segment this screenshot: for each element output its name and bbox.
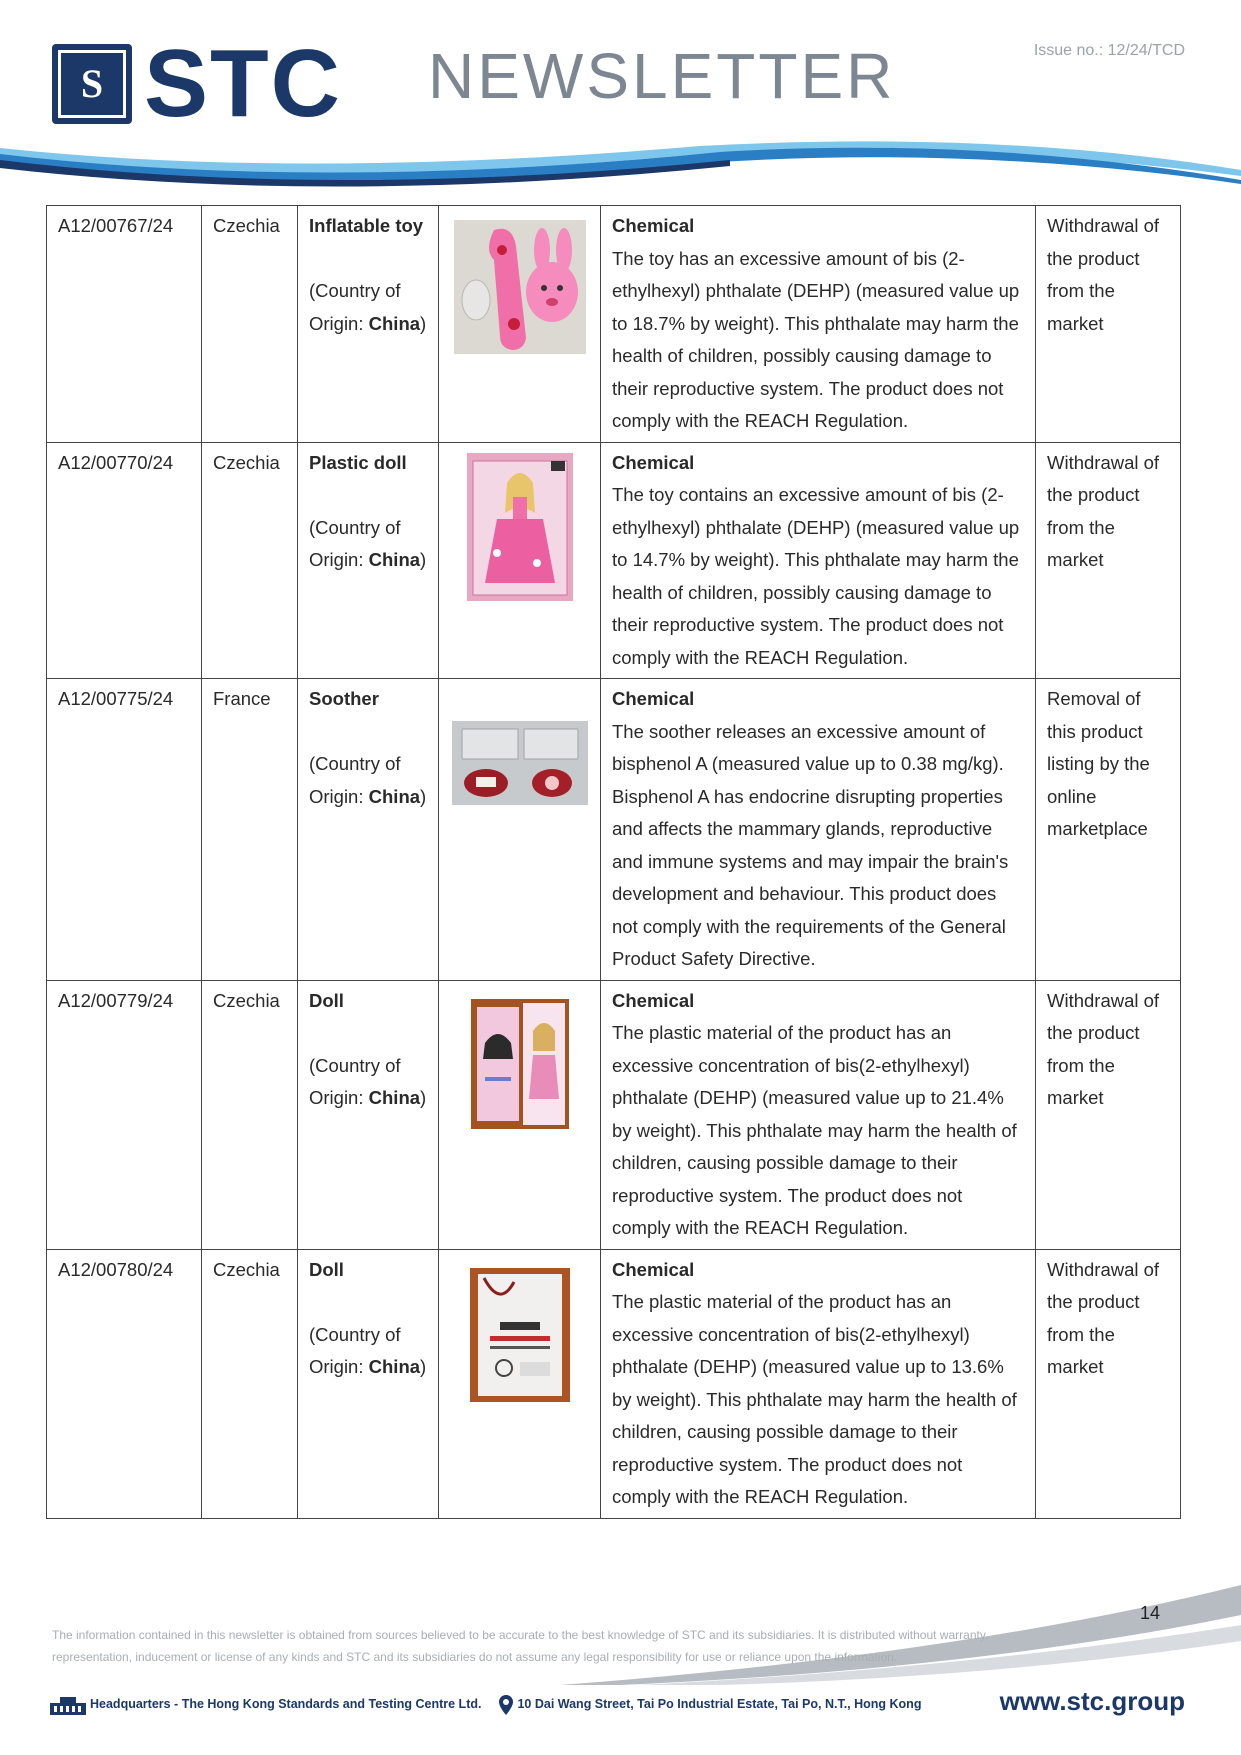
notifying-country: Czechia <box>202 1249 298 1518</box>
notification-number: A12/00767/24 <box>47 206 202 443</box>
risk-description: The toy contains an excessive amount of bis (2-ethylhexyl) phthalate (DEHP) (measured value up to 14.7% by weight). This phthalate may harm the health of children, possibly causing damage to their reproductive system. The product does not comply with the REACH Regulation. <box>612 484 1020 668</box>
issue-number: Issue no.: 12/24/TCD <box>1033 42 1185 59</box>
newsletter-title: NEWSLETTER <box>428 40 896 112</box>
disclaimer: The information contained in this newsletter is obtained from sources believed to be accurate to the best knowledge of STC and its subsidiaries. It is distributed without warranty, representation, inducement or license of any kinds and STC and its subsidiaries do not assume any legal responsibility for use or reliance upon the information. <box>52 1628 989 1664</box>
soother-photo <box>452 721 588 805</box>
product-image-cell <box>439 1249 601 1518</box>
page-number: 14 <box>1140 1603 1161 1623</box>
table-row <box>47 679 1181 981</box>
header-swoosh <box>0 140 1241 200</box>
measures-taken: Withdrawal of the product from the market <box>1036 1249 1181 1518</box>
risk-type: Chemical <box>612 215 695 236</box>
logo-glyph: S <box>80 61 104 106</box>
table-row <box>47 1249 1181 1518</box>
doll-package-photo <box>470 1268 570 1402</box>
headquarters-line <box>50 1692 921 1716</box>
product-name: Doll <box>309 989 344 1011</box>
product-name: Plastic doll <box>309 451 407 473</box>
origin-suffix: ) <box>420 1356 427 1377</box>
product-image-cell <box>439 206 601 443</box>
product-name: Doll <box>309 1258 344 1280</box>
inflatable-toy-photo <box>454 220 586 354</box>
origin-suffix: ) <box>420 1087 427 1108</box>
notification-number: A12/00779/24 <box>47 980 202 1249</box>
alert-table <box>46 205 1181 1519</box>
origin-country: China <box>368 1087 421 1108</box>
risk-type: Chemical <box>612 989 695 1011</box>
product-cell <box>298 442 439 679</box>
building-icon <box>50 1695 86 1715</box>
origin-prefix: (Country of Origin: <box>309 1323 401 1377</box>
website-link[interactable]: www.stc.group <box>999 1686 1185 1716</box>
risk-type: Chemical <box>612 688 695 709</box>
origin-suffix: ) <box>420 549 427 570</box>
notifying-country: Czechia <box>202 206 298 443</box>
product-cell <box>298 1249 439 1518</box>
origin-suffix: ) <box>420 785 427 807</box>
origin-prefix: (Country of Origin: <box>309 753 401 807</box>
logo-text: STC <box>144 30 342 137</box>
origin-country: China <box>368 785 421 807</box>
origin-country: China <box>368 312 421 334</box>
notifying-country: Czechia <box>202 442 298 679</box>
measures-taken: Withdrawal of the product from the market <box>1036 980 1181 1249</box>
measures-taken: Removal of this product listing by the online marketplace <box>1036 679 1181 981</box>
product-cell <box>298 980 439 1249</box>
product-image-cell <box>439 442 601 679</box>
notifying-country: France <box>202 679 298 981</box>
stc-logo-mark <box>52 44 132 124</box>
doll-photo <box>471 999 569 1129</box>
table-row <box>47 206 1181 443</box>
notification-number: A12/00770/24 <box>47 442 202 679</box>
notification-number: A12/00780/24 <box>47 1249 202 1518</box>
risk-cell <box>601 980 1036 1249</box>
origin-prefix: (Country of Origin: <box>309 1054 401 1108</box>
origin-country: China <box>368 1356 421 1377</box>
origin-suffix: ) <box>420 312 427 334</box>
risk-description: The soother releases an excessive amount of bisphenol A (measured value up to 0.38 mg/kg). Bisphenol A has endocrine disrupting properties and affects the mammary glands, reproductive and immune systems and may impair the brain's development and behaviour. This product does not comply with the requirements of the General Product Safety Directive. <box>612 720 1009 969</box>
risk-description: The plastic material of the product has an excessive concentration of bis(2-ethylhexyl) phthalate (DEHP) (measured value up to 13.6% by weight). This phthalate may harm the health of children, causing possible damage to their reproductive system. The product does not comply with the REACH Regulation. <box>612 1291 1017 1507</box>
measures-taken: Withdrawal of the product from the market <box>1036 206 1181 443</box>
notification-number: A12/00775/24 <box>47 679 202 981</box>
risk-description: The plastic material of the product has an excessive concentration of bis(2-ethylhexyl) phthalate (DEHP) (measured value up to 21.4% by weight). This phthalate may harm the health of children, causing possible damage to their reproductive system. The product does not comply with the REACH Regulation. <box>612 1022 1017 1238</box>
stc-logo <box>52 30 352 137</box>
product-cell <box>298 679 439 981</box>
risk-cell <box>601 442 1036 679</box>
product-name: Inflatable toy <box>309 215 424 236</box>
risk-description: The toy has an excessive amount of bis (2-ethylhexyl) phthalate (DEHP) (measured value up to 18.7% by weight). This phthalate may harm the health of children, possibly causing damage to their reproductive system. The product does not comply with the REACH Regulation. <box>612 247 1020 431</box>
table-row <box>47 980 1181 1249</box>
product-name: Soother <box>309 688 379 709</box>
origin-country: China <box>368 549 421 570</box>
product-cell <box>298 206 439 443</box>
notifying-country: Czechia <box>202 980 298 1249</box>
risk-cell <box>601 679 1036 981</box>
risk-cell <box>601 206 1036 443</box>
address-text: 10 Dai Wang Street, Tai Po Industrial Estate, Tai Po, N.T., Hong Kong <box>517 1697 922 1711</box>
risk-type: Chemical <box>612 451 695 473</box>
origin-prefix: (Country of Origin: <box>309 516 401 570</box>
location-pin-icon <box>499 1695 513 1715</box>
origin-prefix: (Country of Origin: <box>309 280 401 334</box>
table-row <box>47 442 1181 679</box>
risk-cell <box>601 1249 1036 1518</box>
product-image-cell <box>439 980 601 1249</box>
product-image-cell <box>439 679 601 981</box>
measures-taken: Withdrawal of the product from the market <box>1036 442 1181 679</box>
headquarters-text: Headquarters - The Hong Kong Standards and Testing Centre Ltd. <box>90 1697 482 1711</box>
risk-type: Chemical <box>612 1258 695 1280</box>
plastic-doll-photo <box>467 453 573 601</box>
